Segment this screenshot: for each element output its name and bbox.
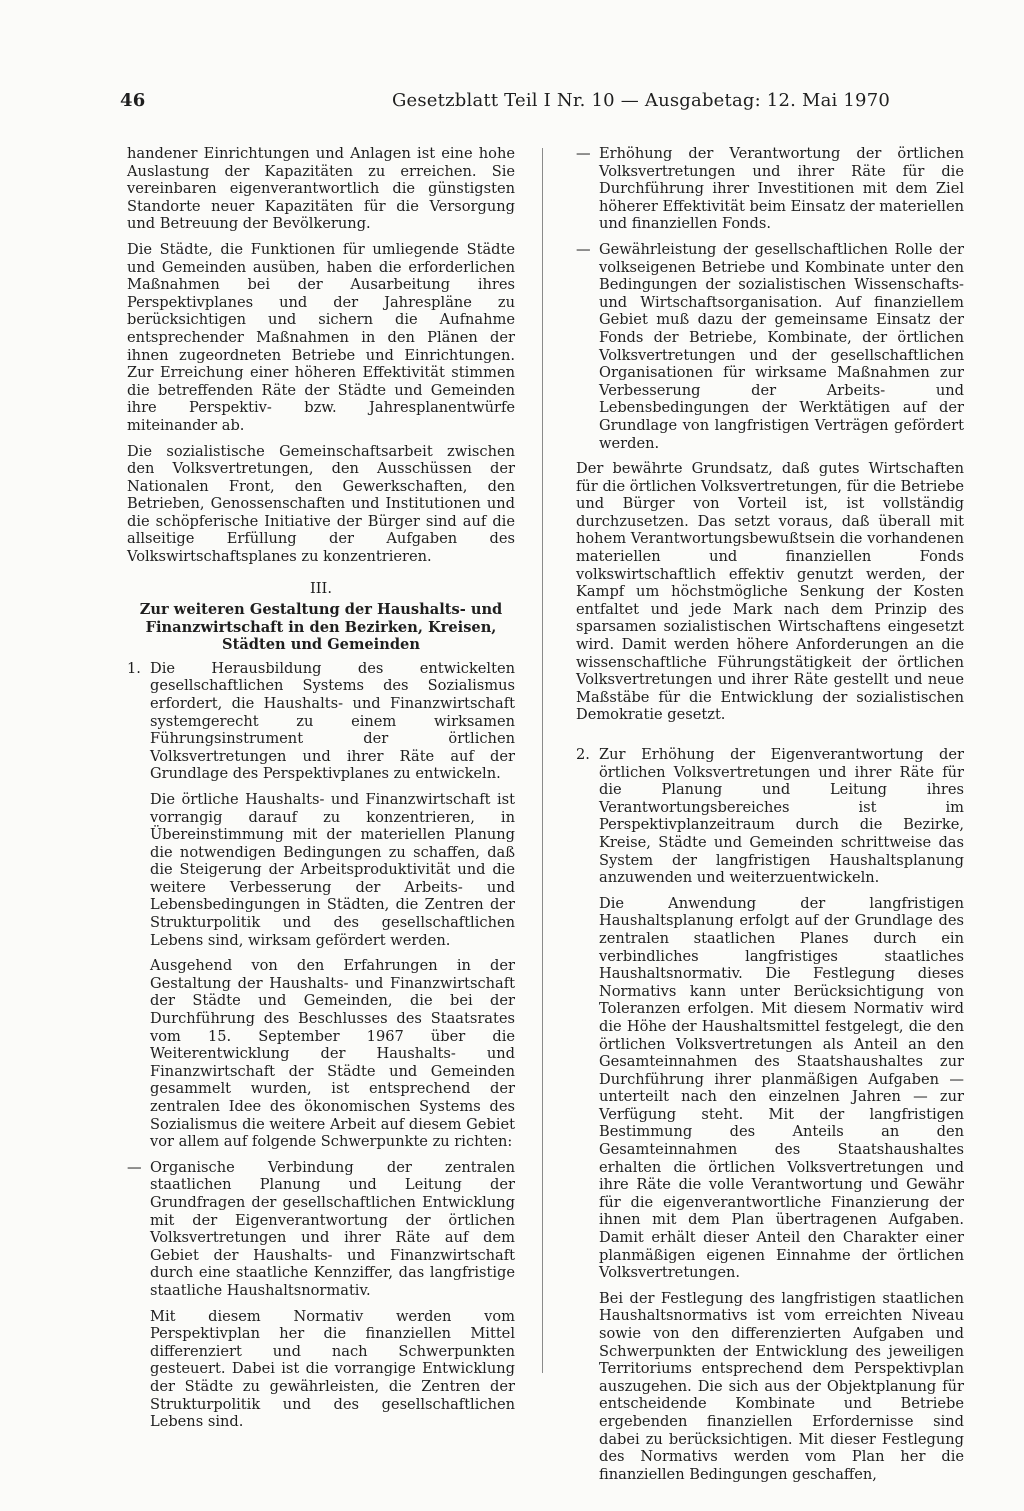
- paragraph: Erhöhung der Verantwortung der örtlichen Volksvertretungen und ihrer Räte für die Durchführung ihrer Investitionen mit dem Ziel höherer Effektivität beim Einsatz der materiellen und finanziellen Fonds.: [599, 145, 964, 233]
- paragraph: Mit diesem Normativ werden vom Perspektivplan her die finanziellen Mittel differenziert und nach Schwerpunkten gesteuert. Dabei ist die vorrangige Entwicklung der Städte zu gewährleisten, die Zentren der Strukturpolitik und des gesellschaftlichen Lebens sind.: [150, 1307, 515, 1431]
- paragraph: Organische Verbindung der zentralen staatlichen Planung und Leitung der Grundfragen der gesellschaftlichen Entwicklung mit der Eigenverantwortung der örtlichen Volksvertretungen und ihrer Räte auf dem Gebiet der Haushalts- und Finanzwirtschaft durch eine staatliche Kennziffer, das langfristige staatliche Haushaltsnormativ.: [150, 1158, 515, 1299]
- item-number: 1.: [127, 659, 141, 677]
- section-number: III.: [310, 579, 332, 597]
- paragraph: Zur Erhöhung der Eigenverantwortung der örtlichen Volksvertretungen und ihrer Räte für die Planung und Leitung ihres Verantwortungsbereiches ist im Perspektivplanzeitraum durch die Bezirke, Kreise, Städte und Gemeinden schrittweise das System der langfristigen Haushaltsplanung anzuwenden und weiterzuentwickeln.: [599, 746, 964, 887]
- paragraph: Die Herausbildung des entwickelten gesellschaftlichen Systems des Sozialismus erfordert, die Haushalts- und Finanzwirtschaft systemgerecht zu einem wirksamen Führungsinstrument der örtlichen Volksvertretungen und ihrer Räte auf der Grundlage des Perspektivplanes zu entwickeln.: [150, 659, 515, 783]
- spacer: [576, 732, 964, 746]
- paragraph: Die sozialistische Gemeinschaftsarbeit zwischen den Volksvertretungen, den Ausschüssen der Nationalen Front, den Gewerkschaften, den Betrieben, Genossenschaften und Institutionen und die schöpferische Initiative der Bürger sind auf die allseitige Erfüllung der Aufgaben des Volkswirtschaftsplanes zu konzentrieren.: [127, 442, 515, 566]
- paragraph: Die Städte, die Funktionen für umliegende Städte und Gemeinden ausüben, haben die erforderlichen Maßnahmen bei der Ausarbeitung ihres Perspektivplanes und der Jahrespläne zu berücksichtigen und sichern die Aufnahme entsprechender Maßnahmen in den Plänen der ihnen zugeordneten Betriebe und Einrichtungen. Zur Erreichung einer höheren Effektivität stimmen die betreffenden Räte der Städte und Gemeinden ihre Perspektiv- bzw. Jahresplanentwürfe miteinander ab.: [127, 240, 515, 434]
- item-number: 2.: [576, 746, 590, 763]
- paragraph: Gewährleistung der gesellschaftlichen Rolle der volkseigenen Betriebe und Kombinate unter den Bedingungen der sozialistischen Wissenschafts- und Wirtschaftsorganisation. Auf finanziellem Gebiet muß dazu der gemeinsame Einsatz der Fonds der Betriebe, Kombinate, der örtlichen Volksvertretungen und der gesellschaftlichen Organisationen für wirksame Maßnahmen zur Verbesserung der Arbeits- und Lebensbedingungen der Werktätigen auf der Grundlage von langfristigen Verträgen gefördert werden.: [599, 240, 964, 452]
- dash-bullet: —: [576, 240, 591, 258]
- page-number: 46: [120, 90, 146, 111]
- paragraph: handener Einrichtungen und Anlagen ist eine hohe Auslastung der Kapazitäten zu erreichen. Sie vereinbaren eigenverantwortlich die günstigsten Standorte neuer Kapazitäten für die Versorgung und Betreuung der Bevölkerung.: [127, 145, 515, 233]
- right-column: [576, 145, 964, 1491]
- paragraph: Bei der Festlegung des langfristigen staatlichen Haushaltsnormativs ist vom erreichten Niveau sowie von den differenzierten Aufgaben und Schwerpunkten der Entwicklung des jeweiligen Territoriums entsprechend dem Perspektivplan auszugehen. Die sich aus der Objektplanung für entscheidende Kombinate und Betriebe ergebenden finanziellen Erfordernisse sind dabei zu berücksichtigen. Mit dieser Festlegung des Normativs werden vom Plan her die finanziellen Bedingungen geschaffen,: [599, 1289, 964, 1483]
- paragraph: Die örtliche Haushalts- und Finanzwirtschaft ist vorrangig darauf zu konzentrieren, in Übereinstimmung mit der materiellen Planung die notwendigen Bedingungen zu schaffen, daß die Steigerung der Arbeitsproduktivität und die weitere Verbesserung der Arbeits- und Lebensbedingungen in Städten, die Zentren der Strukturpolitik und des gesellschaftlichen Lebens sind, wirksam gefördert werden.: [150, 790, 515, 949]
- numbered-item-2: [576, 746, 964, 1483]
- paragraph: Ausgehend von den Erfahrungen in der Gestaltung der Haushalts- und Finanzwirtschaft der Städte und Gemeinden, die bei der Durchführung des Beschlusses des Staatsrates vom 15. September 1967 über die Weiterentwicklung der Haushalts- und Finanzwirtschaft der Städte und Gemeinden gesammelt wurden, ist entsprechend der zentralen Idee des ökonomischen Systems des Sozialismus die weitere Arbeit auf diesem Gebiet vor allem auf folgende Schwerpunkte zu richten:: [150, 957, 515, 1151]
- dash-item: [576, 145, 964, 233]
- section-title: Zur weiteren Gestaltung der Haushalts- und Finanzwirtschaft in den Bezirken, Kreisen, Städten und Gemeinden: [139, 601, 503, 654]
- page-header: [120, 90, 890, 114]
- dash-item: [127, 1159, 515, 1431]
- running-title: Gesetzblatt Teil I Nr. 10 — Ausgabetag: 12. Mai 1970: [391, 90, 890, 111]
- column-divider: [542, 148, 543, 1373]
- dash-bullet: —: [127, 1158, 142, 1176]
- dash-bullet: —: [576, 145, 591, 162]
- dash-item: [576, 241, 964, 452]
- numbered-item-1: [127, 660, 515, 1151]
- paragraph: Die Anwendung der langfristigen Haushaltsplanung erfolgt auf der Grundlage des zentralen staatlichen Planes durch ein verbindliches langfristiges staatliches Haushaltsnormativ. Die Festlegung dieses Normativs kann unter Berücksichtigung von Toleranzen erfolgen. Mit diesem Normativ wird die Höhe der Haushaltsmittel festgelegt, die den örtlichen Volksvertretungen als Anteil an den Gesamteinnahmen des Staatshaushaltes zur Durchführung ihrer planmäßigen Aufgaben — unterteilt nach den einzelnen Jahren — zur Verfügung steht. Mit der langfristigen Bestimmung des Anteils an den Gesamteinnahmen des Staatshaushaltes erhalten die örtlichen Volksvertretungen und ihre Räte die volle Verantwortung und Gewähr für die eigenverantwortliche Finanzierung der ihnen mit dem Plan übertragenen Aufgaben. Damit erhält dieser Anteil den Charakter einer planmäßigen eigenen Einnahme der örtlichen Volksvertretungen.: [599, 894, 964, 1282]
- paragraph: Der bewährte Grundsatz, daß gutes Wirtschaften für die örtlichen Volksvertretungen, für die Betriebe und Bürger von Vorteil ist, ist vollständig durchzusetzen. Das setzt voraus, daß überall mit hohem Verantwortungsbewußtsein die vorhandenen materiellen und finanziellen Fonds volkswirtschaftlich effektiv genutzt werden, der Kampf um höchstmögliche Senkung der Kosten entfaltet und jede Mark nach dem Prinzip des sparsamen sozialistischen Wirtschaftens eingesetzt wird. Damit werden höhere Anforderungen an die wissenschaftliche Führungstätigkeit der örtlichen Volksvertretungen und ihrer Räte gestellt und neue Maßstäbe für die Entwicklung der sozialistischen Demokratie gesetzt.: [576, 460, 964, 724]
- left-column: [127, 145, 515, 1439]
